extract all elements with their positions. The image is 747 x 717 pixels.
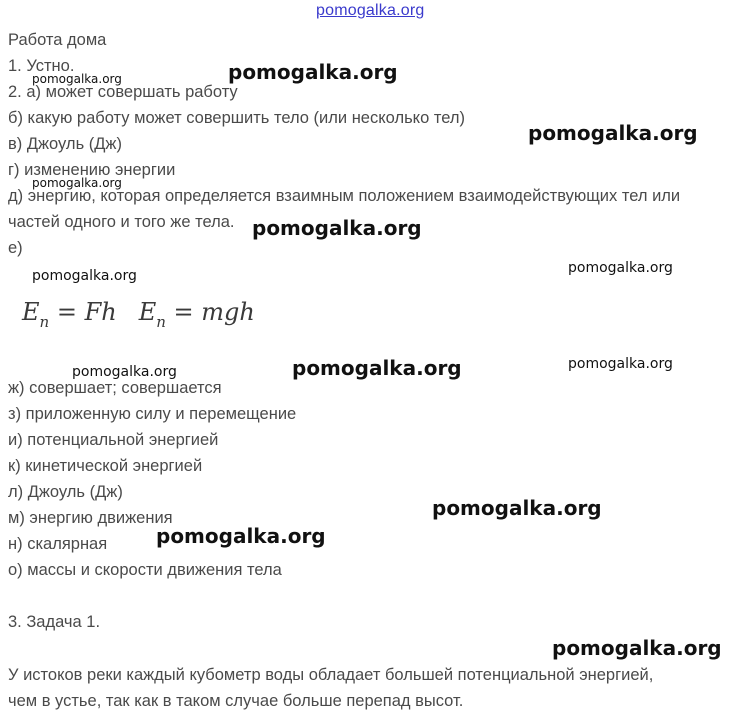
watermark: pomogalka.org — [528, 121, 698, 145]
energy-formula — [22, 298, 255, 331]
formula-rhs: = Fh — [56, 298, 117, 326]
answer-line: д) энергию, которая определяется взаимным положением взаимодействующих тел или — [8, 187, 681, 205]
task-answer-line: чем в устье, так как в таком случае больше перепад высот. — [8, 692, 464, 710]
watermark: pomogalka.org — [72, 364, 177, 380]
watermark: pomogalka.org — [432, 496, 602, 520]
watermark: pomogalka.org — [32, 268, 137, 284]
formula-subscript: n — [156, 313, 166, 331]
answer-line: о) массы и скорости движения тела — [8, 561, 282, 579]
answer-line: м) энергию движения — [8, 509, 173, 527]
watermark: pomogalka.org — [568, 356, 673, 372]
answer-line: з) приложенную силу и перемещение — [8, 405, 297, 423]
answer-line: г) изменению энергии — [8, 161, 176, 179]
formula-subscript: n — [39, 313, 50, 331]
formula-symbol: E — [22, 298, 40, 326]
answer-line: ж) совершает; совершается — [8, 379, 222, 397]
watermark: pomogalka.org — [568, 260, 673, 276]
title-text: Работа дома — [8, 31, 107, 49]
answer-line: 1. Устно. — [8, 57, 75, 75]
watermark: pomogalka.org — [552, 636, 722, 660]
watermark: pomogalka.org — [32, 176, 122, 190]
answer-line: 2. а) может совершать работу — [8, 83, 238, 101]
formula-rhs: = mgh — [173, 298, 255, 326]
header-site-link[interactable]: pomogalka.org — [316, 2, 425, 19]
answer-line: л) Джоуль (Дж) — [8, 483, 123, 501]
watermark: pomogalka.org — [228, 60, 398, 84]
formula-symbol: E — [138, 298, 157, 326]
watermark: pomogalka.org — [252, 216, 422, 240]
task-answer-line: У истоков реки каждый кубометр воды обладает большей потенциальной энергией, — [8, 666, 654, 684]
watermark: pomogalka.org — [32, 72, 122, 86]
answer-line: е) — [8, 239, 23, 257]
answer-line: частей одного и того же тела. — [8, 213, 235, 231]
answer-line: б) какую работу может совершить тело (или несколько тел) — [8, 109, 465, 127]
watermark: pomogalka.org — [292, 356, 462, 380]
answer-line: н) скалярная — [8, 535, 108, 553]
answer-line: в) Джоуль (Дж) — [8, 135, 122, 153]
answer-line: к) кинетической энергией — [8, 457, 203, 475]
watermark: pomogalka.org — [156, 524, 326, 548]
answer-line: и) потенциальной энергией — [8, 431, 219, 449]
task-heading: 3. Задача 1. — [8, 613, 101, 631]
